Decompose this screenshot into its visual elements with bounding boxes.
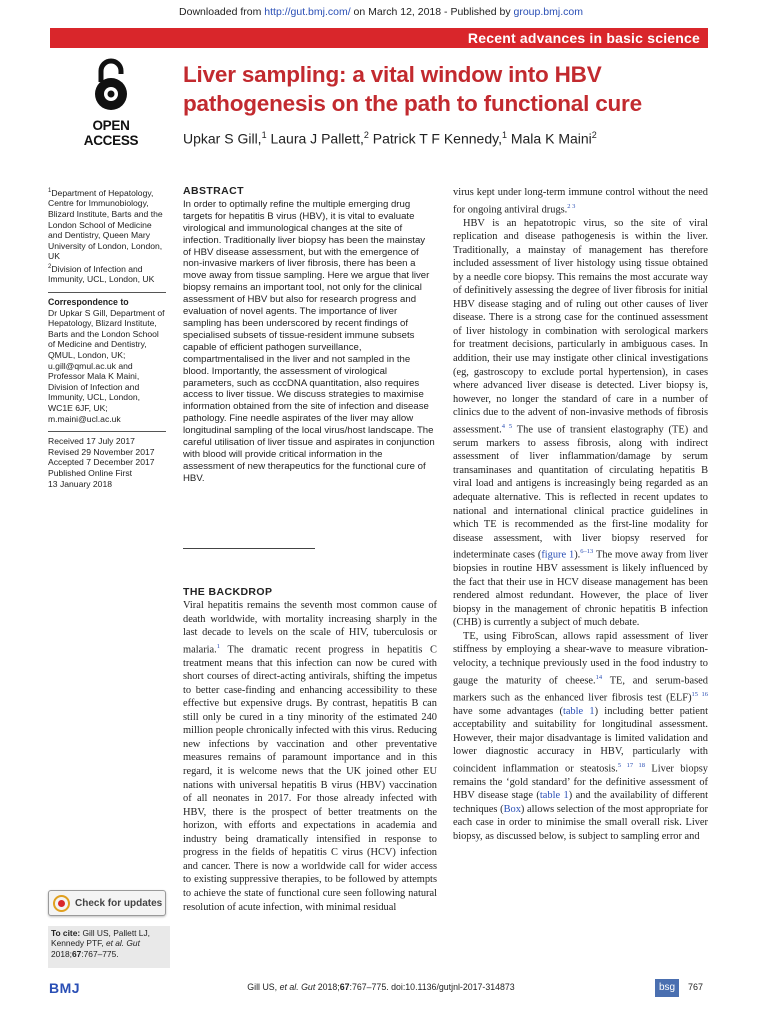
text-run: have some advantages ( — [453, 705, 563, 717]
text-run: ) and the availability of different techniques ( — [453, 790, 709, 815]
updates-label: Check for updates — [75, 897, 163, 909]
abstract-text: In order to optimally refine the multiple emerging drug targets for hepatitis B virus (HBV), it is vital to evaluate virological and immunological changes at the site of infection. Traditionally liver biopsy has been the mainstay of HBV disease assessment, but with the emergence of non-invasive markers of liver fibrosis, there has been a move away from tissue sampling. Here we argue that liver biopsy remains an important tool, not only for the clinical assessment of HBV but also for research progress and evaluation of novel agents. The importance of liver sampling has been underscored by recent findings of specialised subsets of tissue-resident immune subsets capable of efficient pathogen surveillance, compartmentalised in the liver and not sampled in the blood. Importantly, the assessment of virological parameters, such as cccDNA quantitation, also requires access to liver tissue. We discuss strategies to maximise information obtained from the site of infection and disease pathology. Fine needle aspirates of the liver may allow longitudinal sampling of the local virus/host landscape. The careful utilisation of liver tissue and aspirates in conjunction with blood will provide critical information in the assessment of new therapeutics for the functional cure of HBV. — [183, 198, 435, 484]
citation-pages: :767–775. — [81, 948, 119, 959]
reference-citation[interactable]: 1 — [216, 642, 220, 650]
text-run: HBV is an hepatotropic virus, so the site of viral replication and disease pathogenesis is within the liver. Traditionally, a mainstay of management has therefore included assessment of liver histology using tissue obtained by a needle core biopsy. This remains the most accurate way of definitively assessing the degree of liver fibrosis for initial HBV disease staging and of ruling out other causes of liver disease. There is a strong case for the continued assessment of liver histology in combination with serological markers for treatment decisions, particularly in ambiguous cases. In addition, their use may instigate other clinical investigations (eg, gastroscopy to exclude portal hypertension), in cases where advanced liver disease is detected. Liver biopsy is, however, no longer the standard of care in a number of clinics due to the advent of non-invasive methods of fibrosis assessment. — [453, 217, 708, 436]
sidebar-divider — [48, 431, 166, 432]
continued-paragraph — [453, 186, 708, 217]
article-title: Liver sampling: a vital window into HBV pathogenesis on the path to functional cure — [183, 62, 642, 116]
open-access-label: OPEN ACCESS — [83, 118, 139, 148]
abstract-divider — [183, 548, 315, 549]
abstract — [183, 186, 435, 485]
footer-year: 2018; — [315, 982, 340, 992]
date-received: Received 17 July 2017 — [48, 436, 135, 447]
backdrop-paragraph — [183, 599, 437, 914]
reference-citation[interactable]: 14 — [595, 673, 603, 681]
backdrop-heading: THE BACKDROP — [183, 586, 273, 598]
affiliation-number: 1 — [48, 188, 52, 194]
reference-citation[interactable]: 4 5 — [501, 422, 513, 430]
footer-volume: 67 — [339, 982, 350, 992]
bsg-logo: bsg — [655, 979, 679, 997]
date-published-label: Published Online First — [48, 467, 133, 478]
page-footer — [0, 978, 762, 1008]
backdrop-section — [183, 586, 437, 914]
author-affiliation: 1 — [261, 130, 267, 140]
article-sidebar — [48, 186, 166, 489]
page-number: 767 — [688, 982, 704, 992]
reference-citation[interactable]: 5 17 18 — [617, 761, 645, 769]
reference-citation[interactable]: 6–13 — [580, 548, 594, 556]
abstract-heading: ABSTRACT — [183, 185, 244, 197]
affiliation-text: Department of Hepatology, Centre for Immunobiology, Blizard Institute, Barts and the London School of Medicine and Dentistry, Queen Mary University of London, London, UK — [48, 187, 163, 262]
author-affiliation: 2 — [591, 130, 597, 140]
hbv-paragraph — [453, 217, 708, 630]
author-name: Mala K Maini — [506, 130, 592, 147]
open-access-lock-icon — [91, 58, 131, 112]
author-name: Upkar S Gill, — [183, 130, 262, 147]
date-published: 13 January 2018 — [48, 478, 113, 489]
check-for-updates-button[interactable] — [48, 890, 166, 916]
download-prefix: Downloaded from — [179, 6, 265, 18]
download-notice — [0, 6, 762, 18]
text-run: Viral hepatitis remains the seventh most common cause of death worldwide, with mortality increasing sharply in the last decade to levels on the scale of HIV, tuberculosis or malaria. — [183, 600, 437, 656]
affiliation-text: Division of Infection and Immunity, UCL, London, UK — [48, 263, 155, 285]
author-name: Patrick T F Kennedy, — [368, 130, 502, 147]
correspondence-heading: Correspondence to — [48, 297, 129, 308]
date-revised: Revised 29 November 2017 — [48, 446, 155, 457]
citation-journal: et al. Gut — [105, 938, 140, 949]
publisher-link[interactable]: group.bmj.com — [513, 6, 583, 18]
date-accepted: Accepted 7 December 2017 — [48, 457, 155, 468]
table-link[interactable]: table 1 — [562, 705, 595, 717]
citation-year: 2018; — [51, 948, 72, 959]
text-run: ) allows selection of the most appropriate for each case in order to minimise the small overall risk. Liver biopsy, as discussed below, is subject to sampling error and — [453, 803, 709, 842]
text-run: ). — [574, 549, 581, 561]
affiliation-number: 2 — [48, 264, 52, 271]
updates-icon — [53, 895, 70, 912]
sidebar-divider — [48, 292, 166, 293]
affiliation-1 — [48, 186, 166, 262]
text-run: The move away from liver biopsies in routine HBV assessment is likely influenced by the fact that their use in HCV disease management has been rendered almost redundant. However, the place of liver biopsy in the management of chronic hepatitis B infection (CHB) is currently a subject of much debate. — [453, 549, 708, 629]
right-column — [453, 186, 708, 844]
footer-journal: et al. Gut — [279, 982, 316, 992]
reference-citation[interactable]: 2 3 — [567, 202, 576, 210]
author-name: Laura J Pallett, — [266, 130, 364, 147]
box-link[interactable]: Box — [503, 803, 521, 815]
footer-citation — [0, 982, 762, 992]
bmj-logo: BMJ — [49, 980, 81, 996]
table-link[interactable]: table 1 — [539, 790, 569, 802]
open-access-block — [66, 58, 156, 148]
citation-volume: 67 — [71, 948, 82, 959]
footer-authors: Gill US, — [247, 982, 280, 992]
correspondence-text: Dr Upkar S Gill, Department of Hepatology, Blizard Institute, Barts and the London School of Medicine and Dentistry, QMUL, London, UK; u.gill@qmul.ac.uk and Professor Mala K Maini, Division of Infection and Immunity, UCL, London, WC1E 6JF, UK; m.maini@ucl.ac.uk — [48, 307, 165, 424]
author-affiliation: 1 — [501, 130, 507, 140]
citation-label: To cite: — [51, 928, 81, 938]
footer-doi: :767–775. doi:10.1136/gutjnl-2017-314873 — [349, 982, 515, 992]
backdrop-body — [183, 599, 437, 914]
te-paragraph — [453, 630, 708, 844]
reference-citation[interactable]: 15 16 — [691, 690, 709, 698]
site-link[interactable]: http://gut.bmj.com/ — [264, 6, 351, 18]
text-run: virus kept under long-term immune control without the need for ongoing antiviral drugs. — [453, 187, 708, 216]
text-run: Liver biopsy remains the ‘gold standard’ for the definitive assessment of HBV disease stage ( — [453, 763, 708, 802]
author-list — [183, 130, 723, 147]
citation-box — [48, 926, 170, 968]
figure-link[interactable]: figure 1 — [541, 549, 575, 561]
citation-text: Gill US, Pallett LJ, Kennedy PTF, — [51, 928, 150, 949]
text-run: TE, and serum-based markers such as the enhanced liver fibrosis test (ELF) — [453, 675, 708, 704]
download-middle: on March 12, 2018 - Published by — [350, 6, 514, 18]
author-affiliation: 2 — [363, 130, 369, 140]
affiliation-2 — [48, 262, 166, 285]
text-run: TE, using FibroScan, allows rapid assessment of liver stiffness by employing a shear-wave to measure vibration-velocity, a technique previously used in the food industry to gauge the maturity of cheese. — [453, 630, 708, 687]
section-banner: Recent advances in basic science — [50, 28, 708, 48]
text-run: The dramatic recent progress in hepatitis C treatment means that this infection can now be cured with short courses of direct-acting antivirals, shifting the impetus to better case-finding and enhancing accessibility to these effective but expensive drugs. By contrast, hepatitis B can still only be cured in a tiny minority of the estimated 240 million people chronically infected with this virus. Reducing new infections by vaccination and other preventative measures remains of paramount importance and in this regard, it is welcome news that the UK joined other EU nations with universal hepatitis B virus (HBV) vaccination of all neonates in 2017. For those already infected with HBV, there is the prospect of better treatments on the horizon, with efforts and expectations in academia and industry being dramatically intensified in response to progress in the fields of hepatitis C virus (HCV) infection and cancer. There is now a worldwide call for wider access to existing suppressive therapies, to be followed by attempts to achieve the state of functional cure seen following natural resolution of acute infection, with minimal residual — [183, 644, 437, 913]
text-run: The use of transient elastography (TE) and serum markers to assess fibrosis, along with indirect assessment of liver inflammation/damage by serum transaminases and quantitation of circulating hepatitis B viral load and antigens is increasingly being regarded as an adequate alternative. This is reflected in recent updates to national and international clinical practice guidelines in which TE is recommended as the first-line modality for disease assessment, with liver biopsy reserved for indeterminate cases ( — [453, 424, 708, 561]
text-run: ) including better patient acceptability and suitability for longitudinal assessment. However, their major disadvantage is limited validation and lower diagnostic accuracy in HBV, particularly with coincident inflammation or steatosis. — [453, 705, 708, 775]
